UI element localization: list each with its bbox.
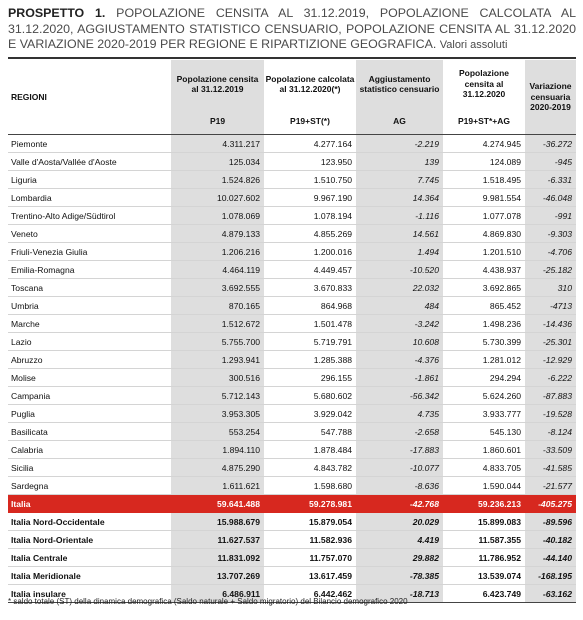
cell-var: -945	[525, 153, 576, 171]
region-name: Campania	[8, 387, 171, 405]
cell-p19: 300.516	[171, 369, 264, 387]
table-row	[8, 261, 576, 279]
region-name: Puglia	[8, 405, 171, 423]
cell-p19st: 11.757.070	[264, 549, 356, 567]
cell-p20: 4.438.937	[443, 261, 525, 279]
cell-p20: 4.833.705	[443, 459, 525, 477]
cell-p19: 1.524.826	[171, 171, 264, 189]
cell-p20: 3.933.777	[443, 405, 525, 423]
cell-p19st: 864.968	[264, 297, 356, 315]
cell-var: -14.436	[525, 315, 576, 333]
header-popolazione-calcolata: Popolazione calcolata al 31.12.2020(*)	[265, 73, 355, 94]
table-row	[8, 153, 576, 171]
cell-var: -12.929	[525, 351, 576, 369]
region-name: Italia Nord-Orientale	[8, 531, 171, 549]
cell-ag: 4.735	[356, 405, 443, 423]
table-row	[8, 405, 576, 423]
cell-p19: 4.464.119	[171, 261, 264, 279]
cell-p19: 1.293.941	[171, 351, 264, 369]
cell-p19st: 1.501.478	[264, 315, 356, 333]
cell-var: -168.195	[525, 567, 576, 585]
region-name: Italia Meridionale	[8, 567, 171, 585]
region-name: Liguria	[8, 171, 171, 189]
cell-var: -33.509	[525, 441, 576, 459]
table-row	[8, 297, 576, 315]
cell-p19st: 4.843.782	[264, 459, 356, 477]
cell-ag: 484	[356, 297, 443, 315]
cell-var: -6.222	[525, 369, 576, 387]
cell-var: 310	[525, 279, 576, 297]
table-row	[8, 369, 576, 387]
region-name: Friuli-Venezia Giulia	[8, 243, 171, 261]
region-name: Lombardia	[8, 189, 171, 207]
table-row	[8, 477, 576, 495]
cell-p19: 5.712.143	[171, 387, 264, 405]
cell-p19st: 59.278.981	[264, 495, 356, 513]
cell-p19: 5.755.700	[171, 333, 264, 351]
cell-ag: -42.768	[356, 495, 443, 513]
cell-var: -25.182	[525, 261, 576, 279]
cell-ag: 1.494	[356, 243, 443, 261]
table-row	[8, 279, 576, 297]
area-row	[8, 549, 576, 567]
total-row	[8, 495, 576, 513]
cell-var: -19.528	[525, 405, 576, 423]
header-popolazione-2020: Popolazione censita al 31.12.2020	[458, 68, 510, 100]
region-name: Molise	[8, 369, 171, 387]
subheader-p19: P19	[171, 108, 264, 135]
table-row	[8, 243, 576, 261]
region-name: Italia insulare	[8, 585, 171, 603]
cell-p20: 1.590.044	[443, 477, 525, 495]
cell-p20: 11.587.355	[443, 531, 525, 549]
cell-p19st: 3.670.833	[264, 279, 356, 297]
cell-var: -41.585	[525, 459, 576, 477]
cell-p19: 6.486.911	[171, 585, 264, 603]
cell-p19: 10.027.602	[171, 189, 264, 207]
area-row	[8, 531, 576, 549]
title-lead: PROSPETTO 1.	[8, 6, 106, 20]
cell-p19st: 1.078.194	[264, 207, 356, 225]
region-name: Italia Centrale	[8, 549, 171, 567]
cell-p19: 11.831.092	[171, 549, 264, 567]
cell-p19: 3.953.305	[171, 405, 264, 423]
cell-ag: -8.636	[356, 477, 443, 495]
cell-p19: 4.879.133	[171, 225, 264, 243]
cell-var: -9.303	[525, 225, 576, 243]
table-row	[8, 459, 576, 477]
cell-p19st: 547.788	[264, 423, 356, 441]
cell-ag: -2.658	[356, 423, 443, 441]
cell-p20: 1.201.510	[443, 243, 525, 261]
cell-ag: -10.077	[356, 459, 443, 477]
cell-ag: 14.561	[356, 225, 443, 243]
table-row	[8, 225, 576, 243]
cell-ag: -3.242	[356, 315, 443, 333]
cell-p19: 1.512.672	[171, 315, 264, 333]
cell-ag: 10.608	[356, 333, 443, 351]
cell-p20: 13.539.074	[443, 567, 525, 585]
cell-p19st: 1.285.388	[264, 351, 356, 369]
cell-p19st: 5.680.602	[264, 387, 356, 405]
cell-p19: 870.165	[171, 297, 264, 315]
cell-var: -40.182	[525, 531, 576, 549]
region-name: Sicilia	[8, 459, 171, 477]
region-name: Abruzzo	[8, 351, 171, 369]
cell-p20: 1.077.078	[443, 207, 525, 225]
cell-p20: 865.452	[443, 297, 525, 315]
cell-var: -405.275	[525, 495, 576, 513]
cell-ag: -18.713	[356, 585, 443, 603]
cell-var: -21.577	[525, 477, 576, 495]
region-name: Lazio	[8, 333, 171, 351]
region-name: Italia Nord-Occidentale	[8, 513, 171, 531]
cell-p19st: 1.878.484	[264, 441, 356, 459]
cell-var: -63.162	[525, 585, 576, 603]
region-name: Sardegna	[8, 477, 171, 495]
cell-p20: 5.730.399	[443, 333, 525, 351]
cell-ag: 22.032	[356, 279, 443, 297]
top-rule	[8, 57, 576, 59]
cell-p19st: 296.155	[264, 369, 356, 387]
cell-p20: 3.692.865	[443, 279, 525, 297]
header-popolazione-2019: Popolazione censita al 31.12.2019	[171, 60, 264, 108]
table-row	[8, 315, 576, 333]
table-title	[8, 6, 576, 54]
table-row	[8, 171, 576, 189]
cell-var: -25.301	[525, 333, 576, 351]
region-name: Trentino-Alto Adige/Südtirol	[8, 207, 171, 225]
region-name: Valle d'Aosta/Vallée d'Aoste	[8, 153, 171, 171]
cell-p20: 4.869.830	[443, 225, 525, 243]
header-variazione: Variazione censuaria 2020-2019	[525, 60, 576, 135]
cell-p19: 4.875.290	[171, 459, 264, 477]
cell-var: -44.140	[525, 549, 576, 567]
cell-p19: 13.707.269	[171, 567, 264, 585]
cell-var: -87.883	[525, 387, 576, 405]
table-row	[8, 135, 576, 153]
table-row	[8, 207, 576, 225]
cell-p19: 125.034	[171, 153, 264, 171]
cell-p19st: 5.719.791	[264, 333, 356, 351]
area-row	[8, 513, 576, 531]
region-name: Umbria	[8, 297, 171, 315]
region-name: Marche	[8, 315, 171, 333]
cell-p19st: 4.855.269	[264, 225, 356, 243]
region-name: Veneto	[8, 225, 171, 243]
cell-var: -991	[525, 207, 576, 225]
cell-p20: 545.130	[443, 423, 525, 441]
cell-p20: 15.899.083	[443, 513, 525, 531]
cell-p19: 1.894.110	[171, 441, 264, 459]
cell-p19st: 4.449.457	[264, 261, 356, 279]
cell-p19: 3.692.555	[171, 279, 264, 297]
cell-ag: -2.219	[356, 135, 443, 153]
cell-p20: 5.624.260	[443, 387, 525, 405]
cell-p19st: 123.950	[264, 153, 356, 171]
cell-var: -89.596	[525, 513, 576, 531]
subheader-ag: AG	[356, 108, 443, 135]
cell-p19st: 6.442.462	[264, 585, 356, 603]
cell-p19: 4.311.217	[171, 135, 264, 153]
cell-p19: 15.988.679	[171, 513, 264, 531]
header-aggiustamento: Aggiustamento statistico censuario	[356, 60, 443, 108]
cell-p20: 124.089	[443, 153, 525, 171]
cell-ag: 7.745	[356, 171, 443, 189]
subheader-p19-st: P19+ST(*)	[264, 108, 356, 135]
cell-var: -4713	[525, 297, 576, 315]
cell-ag: 20.029	[356, 513, 443, 531]
cell-p19st: 4.277.164	[264, 135, 356, 153]
table-body	[8, 135, 576, 603]
subheader-p19-st-ag: P19+ST*+AG	[443, 108, 525, 135]
cell-p19: 1.206.216	[171, 243, 264, 261]
region-name: Emilia-Romagna	[8, 261, 171, 279]
cell-p20: 1.860.601	[443, 441, 525, 459]
title-note: Valori assoluti	[439, 39, 508, 51]
cell-var: -36.272	[525, 135, 576, 153]
header-regioni: REGIONI	[8, 60, 171, 135]
cell-p19: 11.627.537	[171, 531, 264, 549]
cell-ag: 14.364	[356, 189, 443, 207]
region-name: Calabria	[8, 441, 171, 459]
region-name: Basilicata	[8, 423, 171, 441]
cell-p19: 1.611.621	[171, 477, 264, 495]
cell-p19st: 13.617.459	[264, 567, 356, 585]
title-text: POPOLAZIONE CENSITA AL 31.12.2019, POPOLAZIONE CALCOLATA AL 31.12.2020, AGGIUSTAMENTO STATISTICO CENSUARIO, POPOLAZIONE CENSITA AL 31.12.2020 E VARIAZIONE 2020-2019 PER REGIONE E RIPARTIZIONE GEOGRAFICA.	[8, 6, 576, 51]
table-row	[8, 333, 576, 351]
footnote: * saldo totale (ST) della dinamica demografica (Saldo naturale + Saldo migratorio) del Bilancio demografico 2020	[8, 597, 408, 606]
cell-ag: -4.376	[356, 351, 443, 369]
cell-p19: 59.641.488	[171, 495, 264, 513]
cell-ag: -17.883	[356, 441, 443, 459]
table-row	[8, 351, 576, 369]
cell-var: -8.124	[525, 423, 576, 441]
cell-p20: 294.294	[443, 369, 525, 387]
cell-var: -6.331	[525, 171, 576, 189]
cell-p19st: 9.967.190	[264, 189, 356, 207]
cell-p19st: 11.582.936	[264, 531, 356, 549]
cell-var: -46.048	[525, 189, 576, 207]
cell-p20: 1.498.236	[443, 315, 525, 333]
population-table	[8, 60, 576, 603]
cell-p20: 1.518.495	[443, 171, 525, 189]
cell-ag: 29.882	[356, 549, 443, 567]
cell-var: -4.706	[525, 243, 576, 261]
cell-ag: -1.116	[356, 207, 443, 225]
table-row	[8, 441, 576, 459]
cell-p20: 59.236.213	[443, 495, 525, 513]
cell-ag: -78.385	[356, 567, 443, 585]
cell-p19: 553.254	[171, 423, 264, 441]
cell-p20: 1.281.012	[443, 351, 525, 369]
cell-p20: 4.274.945	[443, 135, 525, 153]
table-row	[8, 387, 576, 405]
cell-ag: 4.419	[356, 531, 443, 549]
cell-p20: 6.423.749	[443, 585, 525, 603]
cell-p19st: 3.929.042	[264, 405, 356, 423]
cell-p19st: 1.200.016	[264, 243, 356, 261]
cell-p19st: 1.598.680	[264, 477, 356, 495]
cell-ag: -56.342	[356, 387, 443, 405]
cell-ag: -1.861	[356, 369, 443, 387]
cell-p20: 11.786.952	[443, 549, 525, 567]
cell-ag: -10.520	[356, 261, 443, 279]
region-name: Toscana	[8, 279, 171, 297]
cell-p19st: 1.510.750	[264, 171, 356, 189]
cell-p20: 9.981.554	[443, 189, 525, 207]
table-row	[8, 189, 576, 207]
cell-p19st: 15.879.054	[264, 513, 356, 531]
table-row	[8, 423, 576, 441]
region-name: Piemonte	[8, 135, 171, 153]
region-name: Italia	[8, 495, 171, 513]
cell-ag: 139	[356, 153, 443, 171]
area-row	[8, 567, 576, 585]
cell-p19: 1.078.069	[171, 207, 264, 225]
